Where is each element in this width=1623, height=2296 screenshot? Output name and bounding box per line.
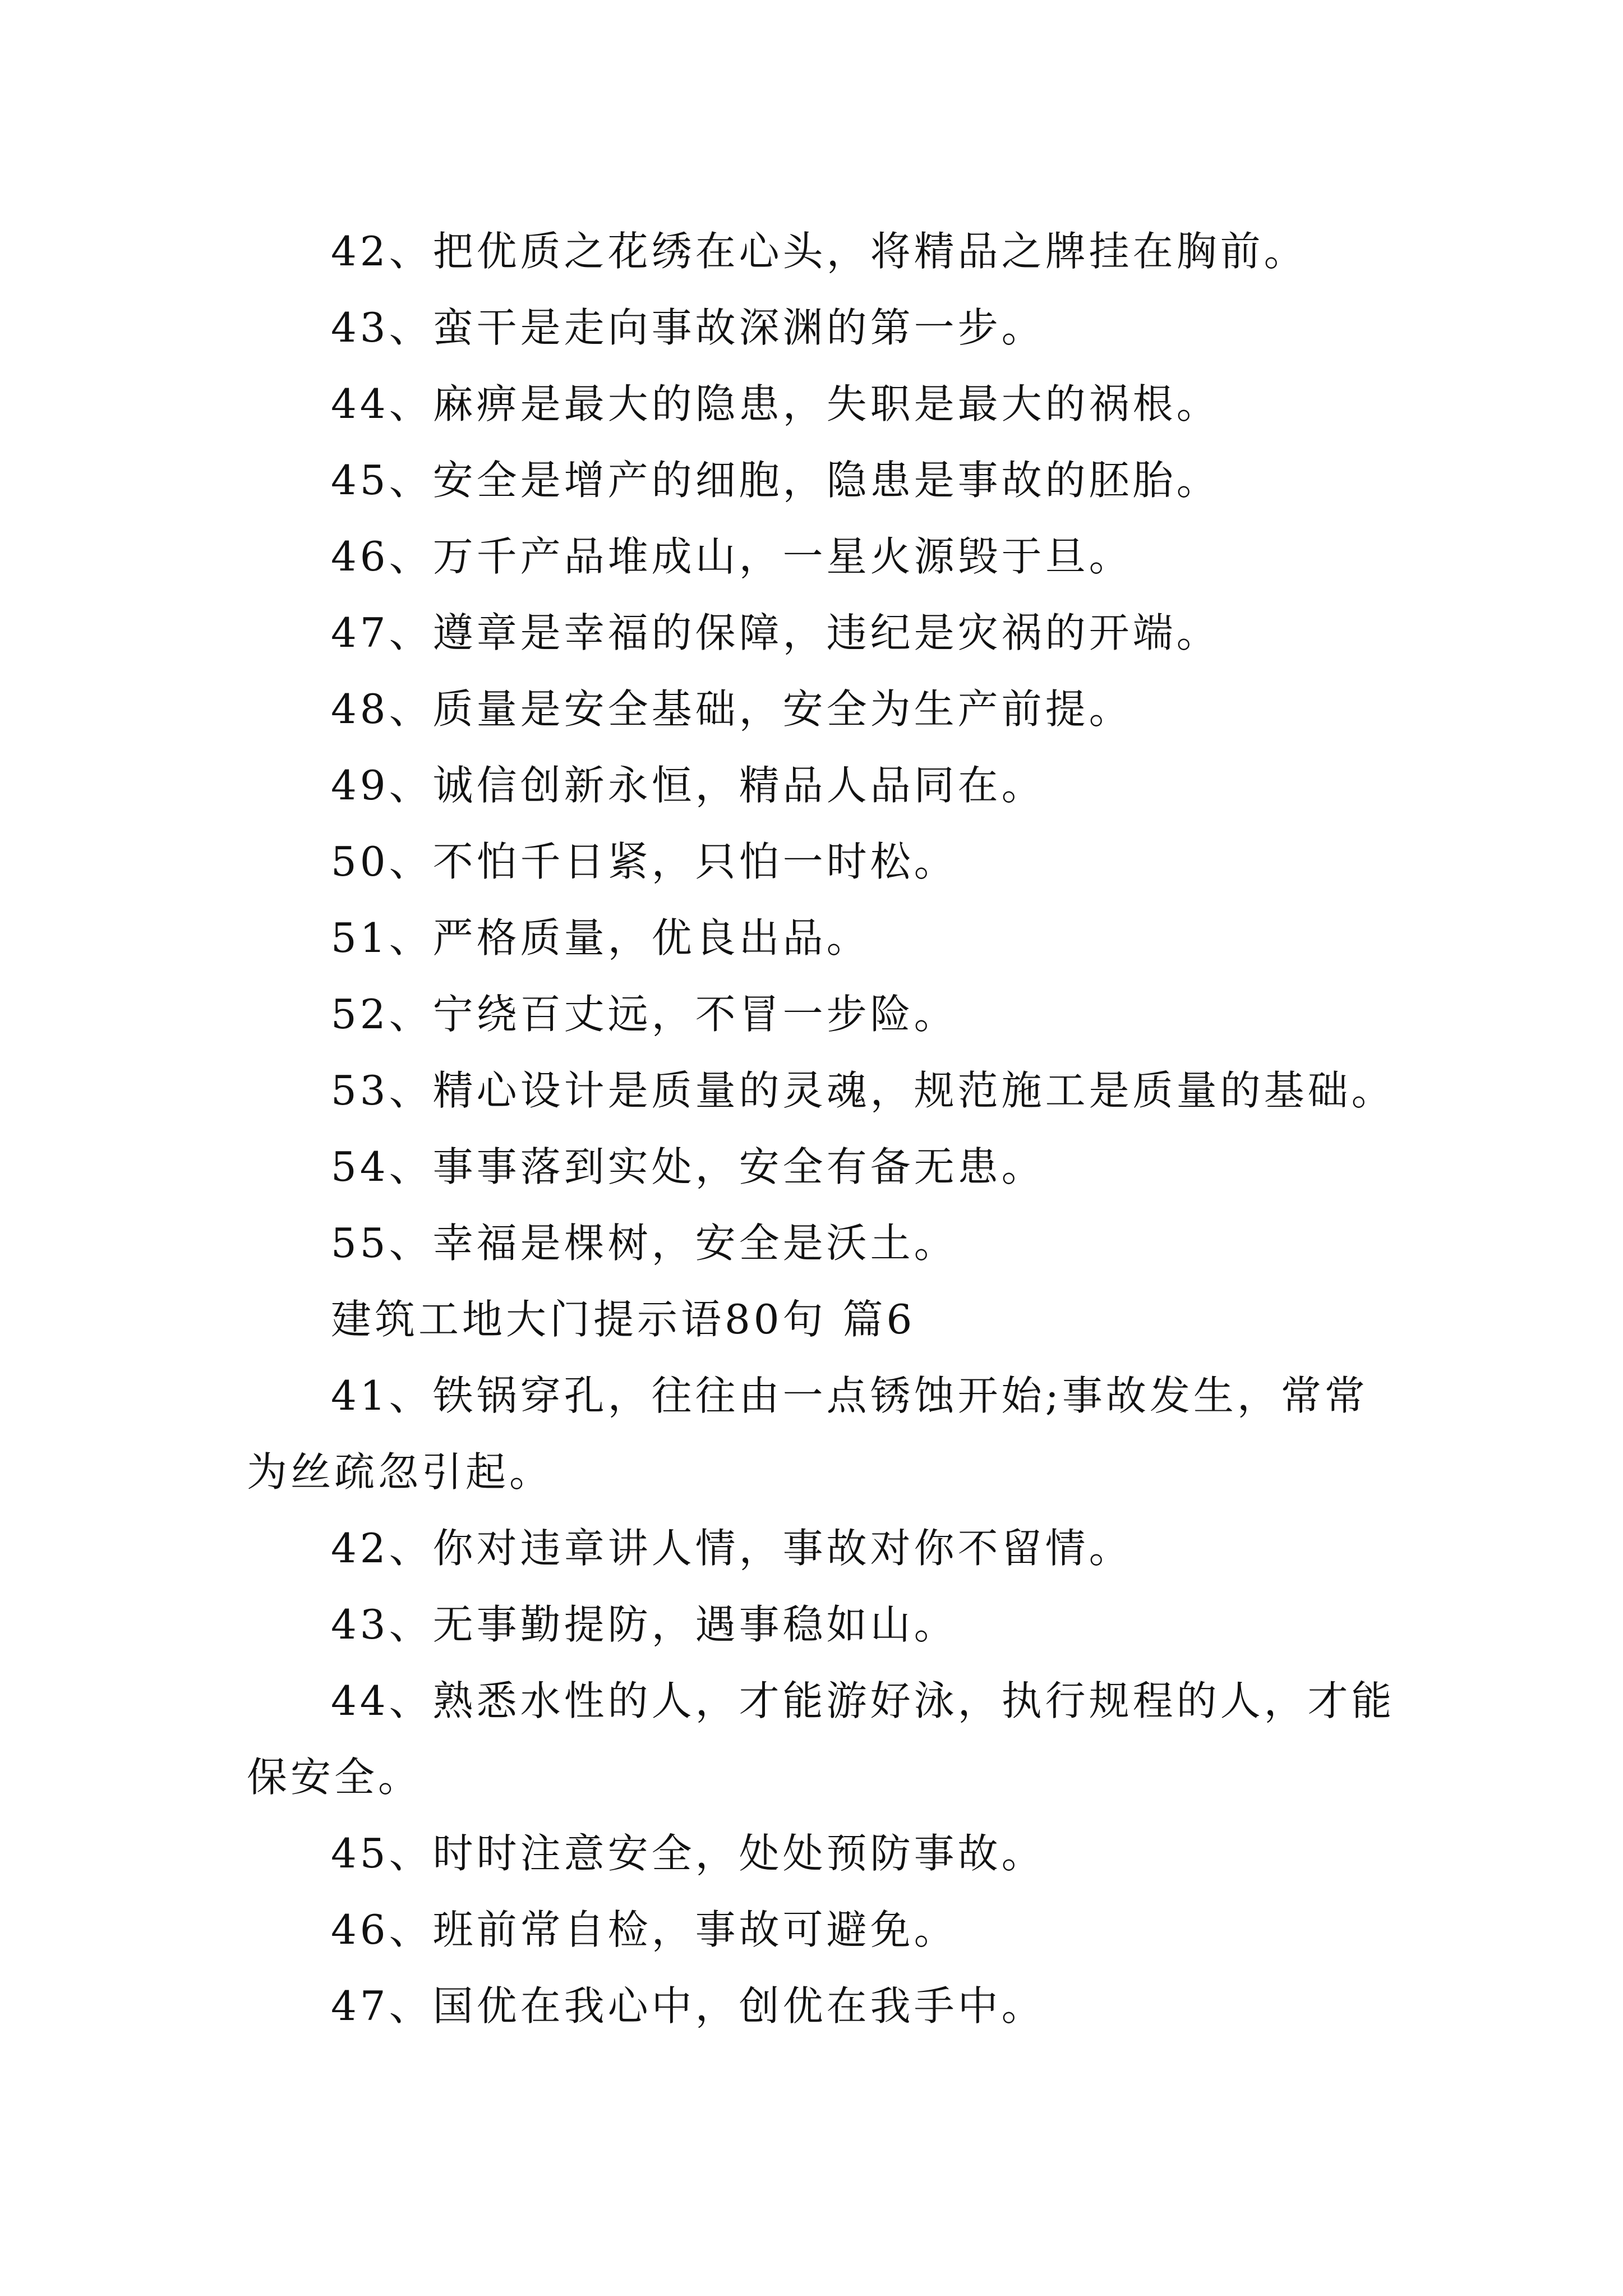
list-item: 44、麻痹是最大的隐患，失职是最大的祸根。 bbox=[331, 380, 1220, 427]
section-heading: 建筑工地大门提示语80句 篇6 bbox=[331, 1296, 916, 1343]
list-item: 51、严格质量，优良出品。 bbox=[331, 914, 870, 961]
list-item: 52、宁绕百丈远，不冒一步险。 bbox=[331, 991, 958, 1038]
list-item: 42、你对违章讲人情，事故对你不留情。 bbox=[331, 1525, 1133, 1572]
list-item: 43、无事勤提防，遇事稳如山。 bbox=[331, 1601, 958, 1648]
document-body bbox=[247, 213, 1402, 2044]
list-item: 47、遵章是幸福的保障，违纪是灾祸的开端。 bbox=[331, 609, 1220, 656]
list-item-continuation: 保安全。 bbox=[247, 1754, 422, 1801]
list-item: 46、万千产品堆成山，一星火源毁于旦。 bbox=[331, 533, 1133, 580]
list-item: 45、安全是增产的细胞，隐患是事故的胚胎。 bbox=[331, 457, 1220, 504]
list-item: 50、不怕千日紧，只怕一时松。 bbox=[331, 838, 958, 885]
list-item: 55、幸福是棵树，安全是沃土。 bbox=[331, 1220, 958, 1267]
list-item: 46、班前常自检，事故可避免。 bbox=[331, 1906, 958, 1953]
list-item-continuation: 为丝疏忽引起。 bbox=[247, 1448, 554, 1496]
list-item: 44、熟悉水性的人，才能游好泳，执行规程的人，才能 bbox=[331, 1677, 1395, 1724]
list-item: 54、事事落到实处，安全有备无患。 bbox=[331, 1143, 1045, 1190]
list-item: 45、时时注意安全，处处预防事故。 bbox=[331, 1830, 1045, 1877]
list-item: 41、铁锅穿孔，往往由一点锈蚀开始;事故发生，常常 bbox=[331, 1372, 1368, 1419]
list-item: 42、把优质之花绣在心头，将精品之牌挂在胸前。 bbox=[331, 228, 1308, 275]
list-item: 48、质量是安全基础，安全为生产前提。 bbox=[331, 685, 1133, 733]
list-item: 53、精心设计是质量的灵魂，规范施工是质量的基础。 bbox=[331, 1067, 1395, 1114]
list-item: 47、国优在我心中，创优在我手中。 bbox=[331, 1982, 1045, 2030]
list-item: 49、诚信创新永恒，精品人品同在。 bbox=[331, 762, 1045, 809]
list-item: 43、蛮干是走向事故深渊的第一步。 bbox=[331, 304, 1045, 351]
